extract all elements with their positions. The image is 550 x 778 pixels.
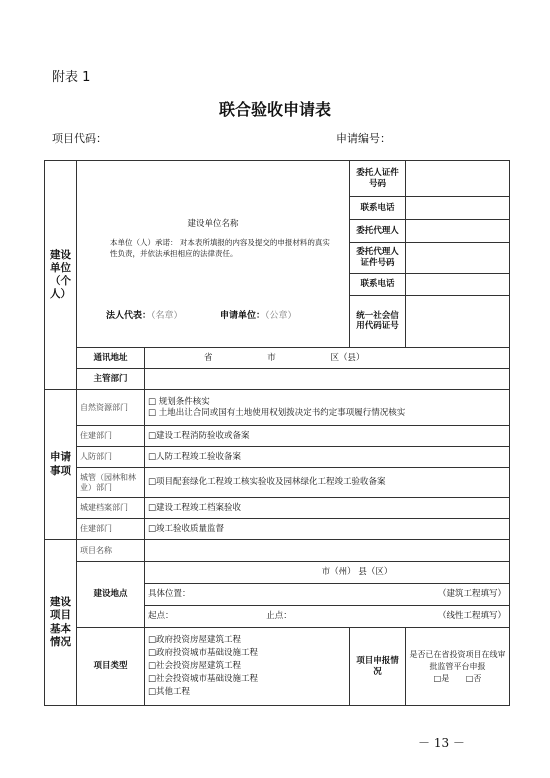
- application-form-table: [44, 160, 510, 706]
- location-label: 建设地点: [77, 562, 145, 628]
- type-social-infrastructure[interactable]: □社会投资城市基础设施工程: [148, 674, 259, 685]
- address-county: 区（县）: [330, 352, 365, 363]
- start-label: 起点：: [148, 611, 174, 622]
- location-city-county[interactable]: 市（州） 县（区）: [145, 562, 510, 584]
- project-type-label: 项目类型: [77, 628, 145, 706]
- page-number: － 13 －: [418, 736, 465, 750]
- checkbox-archives[interactable]: □建设工程竣工档案验收: [145, 498, 510, 519]
- location-start-end[interactable]: [145, 606, 510, 628]
- type-social-building[interactable]: □社会投资房屋建筑工程: [148, 660, 242, 671]
- address-city: 市: [267, 352, 276, 363]
- promise-text: [110, 237, 336, 260]
- declare-cell: [406, 628, 510, 706]
- type-gov-infrastructure[interactable]: □政府投资城市基础设施工程: [148, 647, 259, 658]
- matters-section-label: 申请事项: [45, 390, 77, 540]
- line-note: （线性工程填写）: [438, 611, 507, 622]
- end-label: 止点：: [266, 611, 292, 622]
- field-value-4[interactable]: [406, 273, 510, 295]
- location-specific[interactable]: [145, 584, 510, 606]
- field-value-0[interactable]: [406, 161, 510, 197]
- project-name-label: 项目名称: [77, 540, 145, 562]
- field-value-5[interactable]: [406, 295, 510, 347]
- matter-dept-0: 自然资源部门: [77, 390, 145, 426]
- applicant-signature: [220, 311, 297, 322]
- legal-rep-seal: （名章）: [151, 311, 183, 321]
- field-label-0: 委托人证件号码: [350, 161, 406, 197]
- builder-section-label: 建设单位（个人）: [45, 161, 77, 390]
- declare-options: [409, 673, 506, 685]
- promise-line-1: 本单位（人）承诺： 对本表所填报的内容及提交的申报材料的真实: [110, 238, 330, 247]
- checkbox-civil-defense[interactable]: □人防工程竣工验收备案: [145, 447, 510, 468]
- attachment-label: 附表 1: [52, 70, 91, 85]
- declare-question: 是否已在省投资项目在线审批监管平台申报: [409, 649, 506, 671]
- checkbox-greening[interactable]: □项目配套绿化工程竣工核实验收及园林绿化工程竣工验收备案: [145, 468, 510, 498]
- field-label-2: 委托代理人: [350, 220, 406, 243]
- field-label-1: 联系电话: [350, 197, 406, 220]
- address-province: 省: [204, 352, 213, 363]
- specific-note: （建筑工程填写）: [438, 589, 507, 600]
- checkbox-quality-supervision[interactable]: □竣工验收质量监督: [145, 519, 510, 540]
- declare-label: 项目申报情况: [350, 628, 406, 706]
- field-label-4: 联系电话: [350, 273, 406, 295]
- project-type-options[interactable]: [145, 628, 350, 706]
- authority-label: 主管部门: [77, 369, 145, 390]
- address-label: 通讯地址: [77, 348, 145, 369]
- builder-info-cell: [77, 161, 350, 348]
- promise-line-2: 性负责，并依法承担相应的法律责任。: [110, 249, 238, 259]
- matter-dept-5: 住建部门: [77, 519, 145, 540]
- unit-name-label: 建设单位名称: [187, 219, 239, 229]
- checkbox-land-contract-verify[interactable]: □ 土地出让合同或国有土地使用权划拨决定书约定事项履行情况核实: [148, 407, 406, 418]
- matter-dept-4: 城建档案部门: [77, 498, 145, 519]
- declare-yes-checkbox[interactable]: □是: [433, 673, 450, 683]
- application-no-label: 申请编号：: [336, 132, 391, 145]
- checkbox-planning-verify[interactable]: □ 规划条件核实: [148, 396, 210, 407]
- form-title: 联合验收申请表: [218, 100, 331, 119]
- legal-rep-signature: [106, 311, 183, 322]
- address-value[interactable]: [145, 348, 510, 369]
- field-value-2[interactable]: [406, 220, 510, 243]
- field-value-1[interactable]: [406, 197, 510, 220]
- authority-value[interactable]: [145, 369, 510, 390]
- type-gov-building[interactable]: □政府投资房屋建筑工程: [148, 634, 242, 645]
- matter-items-0[interactable]: [145, 390, 510, 426]
- declare-no-checkbox[interactable]: □否: [465, 673, 482, 683]
- matter-dept-2: 人防部门: [77, 447, 145, 468]
- checkbox-fire-acceptance[interactable]: □建设工程消防验收或备案: [145, 426, 510, 447]
- project-code-label: 项目代码：: [52, 132, 107, 145]
- applicant-seal: （公章）: [265, 311, 297, 321]
- legal-rep-label: 法人代表：: [106, 311, 152, 321]
- field-value-3[interactable]: [406, 243, 510, 273]
- field-label-3: 委托代理人证件号码: [350, 243, 406, 273]
- matter-dept-1: 住建部门: [77, 426, 145, 447]
- applicant-label: 申请单位：: [220, 311, 266, 321]
- specific-label: 具体位置：: [148, 589, 191, 600]
- field-label-5: 统一社会信用代码证号: [350, 295, 406, 347]
- project-name-value[interactable]: [145, 540, 510, 562]
- project-section-label: 建设项目基本情况: [45, 540, 77, 706]
- matter-dept-3: 城管（园林和林业）部门: [77, 468, 145, 498]
- type-other[interactable]: □其他工程: [148, 687, 191, 698]
